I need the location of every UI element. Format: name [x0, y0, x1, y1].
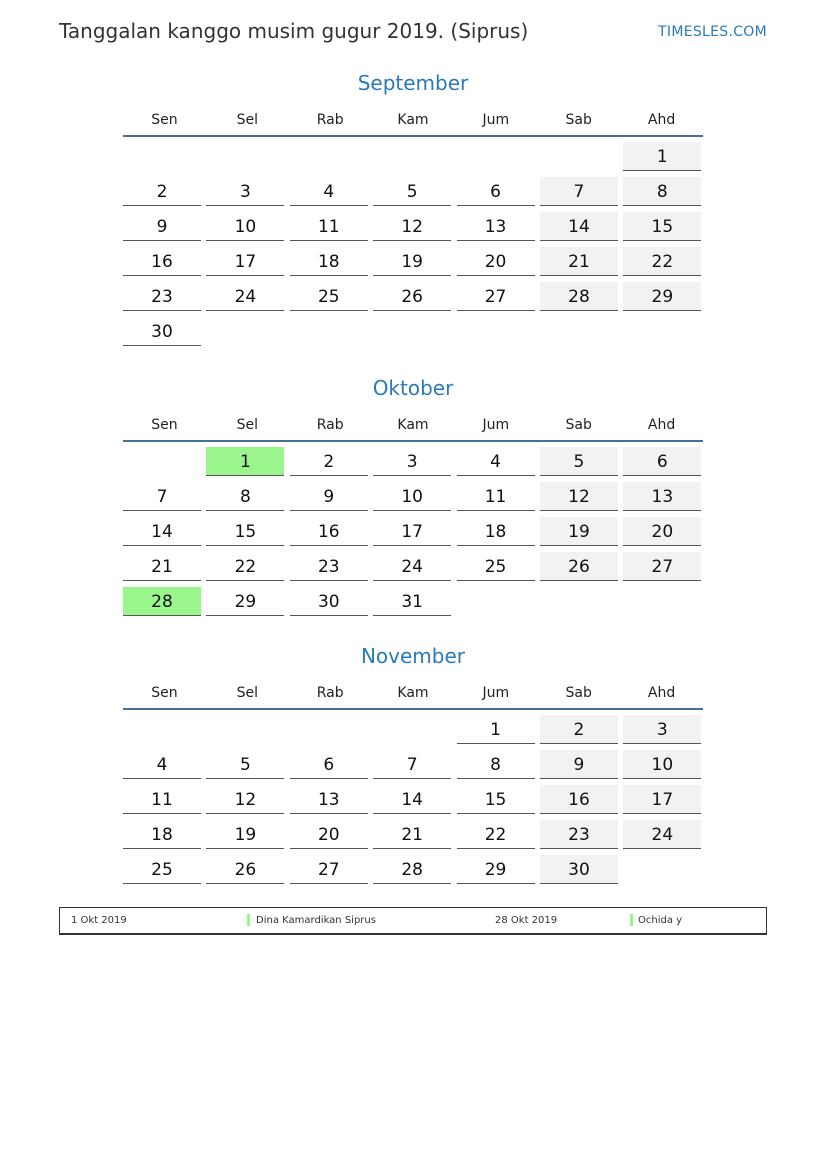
day-cell: 25 — [290, 282, 368, 311]
day-cell: 8 — [206, 482, 284, 511]
weekday-label: Rab — [316, 112, 344, 128]
day-cell: 20 — [623, 517, 701, 546]
day-cell: 23 — [123, 282, 201, 311]
legend-label: Dina Kamardikan Siprus — [256, 915, 376, 926]
weekday-label: Ahd — [647, 112, 676, 128]
day-cell: 30 — [123, 317, 201, 346]
day-cell: 3 — [373, 447, 451, 476]
day-cell: 6 — [457, 177, 535, 206]
legend-label: Ochida y — [638, 915, 683, 926]
day-cell: 15 — [457, 785, 535, 814]
day-cell: 8 — [623, 177, 701, 206]
day-cell: 3 — [206, 177, 284, 206]
weekday-label: Sen — [151, 417, 178, 433]
day-cell: 18 — [290, 247, 368, 276]
empty-cell — [123, 715, 201, 743]
weekday-label: Rab — [316, 685, 344, 701]
month-title: September — [357, 71, 469, 95]
weekday-header — [123, 105, 703, 135]
weekday-label: Sel — [236, 417, 258, 433]
weekday-label: Sab — [565, 112, 592, 128]
empty-cell — [290, 142, 368, 170]
day-cell: 1 — [623, 142, 701, 171]
day-cell: 10 — [373, 482, 451, 511]
header-rule — [123, 135, 703, 137]
day-grid — [123, 715, 703, 884]
day-cell: 27 — [623, 552, 701, 581]
day-cell: 22 — [623, 247, 701, 276]
month-september — [123, 69, 703, 346]
header-rule — [123, 708, 703, 710]
day-cell: 12 — [373, 212, 451, 241]
day-cell: 14 — [373, 785, 451, 814]
day-cell: 2 — [540, 715, 618, 744]
empty-cell — [290, 715, 368, 743]
weekday-label: Sel — [236, 112, 258, 128]
empty-cell — [540, 142, 618, 170]
day-cell: 21 — [123, 552, 201, 581]
month-november — [123, 642, 703, 884]
day-cell: 5 — [373, 177, 451, 206]
day-cell: 24 — [206, 282, 284, 311]
legend-date: 28 Okt 2019 — [495, 915, 558, 926]
day-cell: 19 — [540, 517, 618, 546]
weekday-header — [123, 678, 703, 708]
weekday-label: Kam — [397, 112, 429, 128]
day-cell: 13 — [290, 785, 368, 814]
day-cell: 31 — [373, 587, 451, 616]
empty-cell — [373, 715, 451, 743]
weekday-header — [123, 410, 703, 440]
weekday-label: Jum — [482, 417, 510, 433]
brand-link[interactable]: TIMESLES.COM — [658, 24, 767, 40]
day-cell: 16 — [290, 517, 368, 546]
day-cell: 22 — [206, 552, 284, 581]
day-cell: 27 — [290, 855, 368, 884]
day-cell: 3 — [623, 715, 701, 744]
day-cell: 4 — [290, 177, 368, 206]
weekday-label: Jum — [482, 685, 510, 701]
header-rule — [123, 440, 703, 442]
holiday-color-swatch — [247, 914, 250, 926]
day-cell: 6 — [290, 750, 368, 779]
holiday-day-cell: 28 — [123, 587, 201, 616]
day-cell: 25 — [457, 552, 535, 581]
day-cell: 13 — [623, 482, 701, 511]
weekday-label: Sab — [565, 685, 592, 701]
day-cell: 21 — [373, 820, 451, 849]
day-cell: 17 — [206, 247, 284, 276]
day-cell: 25 — [123, 855, 201, 884]
day-cell: 24 — [623, 820, 701, 849]
holiday-color-swatch — [630, 914, 633, 926]
empty-cell — [206, 142, 284, 170]
day-cell: 10 — [206, 212, 284, 241]
day-cell: 4 — [123, 750, 201, 779]
month-title: Oktober — [372, 376, 454, 400]
day-cell: 29 — [206, 587, 284, 616]
weekday-label: Kam — [397, 685, 429, 701]
weekday-label: Ahd — [647, 417, 676, 433]
day-cell: 4 — [457, 447, 535, 476]
month-title: November — [360, 644, 466, 668]
day-cell: 12 — [540, 482, 618, 511]
day-cell: 16 — [540, 785, 618, 814]
day-cell: 15 — [623, 212, 701, 241]
day-cell: 14 — [540, 212, 618, 241]
day-cell: 30 — [540, 855, 618, 884]
day-cell: 17 — [623, 785, 701, 814]
day-cell: 18 — [123, 820, 201, 849]
empty-cell — [206, 715, 284, 743]
day-cell: 15 — [206, 517, 284, 546]
day-cell: 7 — [123, 482, 201, 511]
day-cell: 17 — [373, 517, 451, 546]
day-cell: 7 — [540, 177, 618, 206]
day-cell: 5 — [540, 447, 618, 476]
weekday-label: Sen — [151, 112, 178, 128]
day-cell: 5 — [206, 750, 284, 779]
weekday-label: Sab — [565, 417, 592, 433]
day-cell: 2 — [123, 177, 201, 206]
empty-cell — [123, 142, 201, 170]
day-grid — [123, 447, 703, 616]
day-cell: 7 — [373, 750, 451, 779]
day-cell: 10 — [623, 750, 701, 779]
day-cell: 9 — [290, 482, 368, 511]
day-cell: 9 — [123, 212, 201, 241]
day-cell: 26 — [206, 855, 284, 884]
day-cell: 9 — [540, 750, 618, 779]
day-cell: 11 — [290, 212, 368, 241]
day-cell: 26 — [540, 552, 618, 581]
day-cell: 12 — [206, 785, 284, 814]
weekday-label: Rab — [316, 417, 344, 433]
empty-cell — [373, 142, 451, 170]
day-cell: 11 — [457, 482, 535, 511]
month-oktober — [123, 374, 703, 616]
day-cell: 24 — [373, 552, 451, 581]
weekday-label: Sel — [236, 685, 258, 701]
day-cell: 13 — [457, 212, 535, 241]
day-cell: 18 — [457, 517, 535, 546]
empty-cell — [457, 142, 535, 170]
empty-cell — [123, 447, 201, 475]
holiday-legend — [59, 907, 767, 935]
day-cell: 23 — [290, 552, 368, 581]
day-cell: 28 — [373, 855, 451, 884]
day-cell: 11 — [123, 785, 201, 814]
day-cell: 28 — [540, 282, 618, 311]
day-cell: 19 — [373, 247, 451, 276]
day-cell: 22 — [457, 820, 535, 849]
day-cell: 20 — [457, 247, 535, 276]
day-cell: 1 — [457, 715, 535, 744]
day-cell: 30 — [290, 587, 368, 616]
day-cell: 21 — [540, 247, 618, 276]
page-title: Tanggalan kanggo musim gugur 2019. (Siprus) — [59, 19, 529, 43]
day-cell: 23 — [540, 820, 618, 849]
day-cell: 6 — [623, 447, 701, 476]
day-cell: 29 — [457, 855, 535, 884]
day-cell: 26 — [373, 282, 451, 311]
weekday-label: Kam — [397, 417, 429, 433]
day-cell: 8 — [457, 750, 535, 779]
day-cell: 14 — [123, 517, 201, 546]
weekday-label: Ahd — [647, 685, 676, 701]
day-cell: 29 — [623, 282, 701, 311]
day-cell: 27 — [457, 282, 535, 311]
weekday-label: Jum — [482, 112, 510, 128]
day-cell: 2 — [290, 447, 368, 476]
holiday-day-cell: 1 — [206, 447, 284, 476]
day-cell: 16 — [123, 247, 201, 276]
day-grid — [123, 142, 703, 346]
legend-date: 1 Okt 2019 — [71, 915, 127, 926]
weekday-label: Sen — [151, 685, 178, 701]
day-cell: 20 — [290, 820, 368, 849]
day-cell: 19 — [206, 820, 284, 849]
